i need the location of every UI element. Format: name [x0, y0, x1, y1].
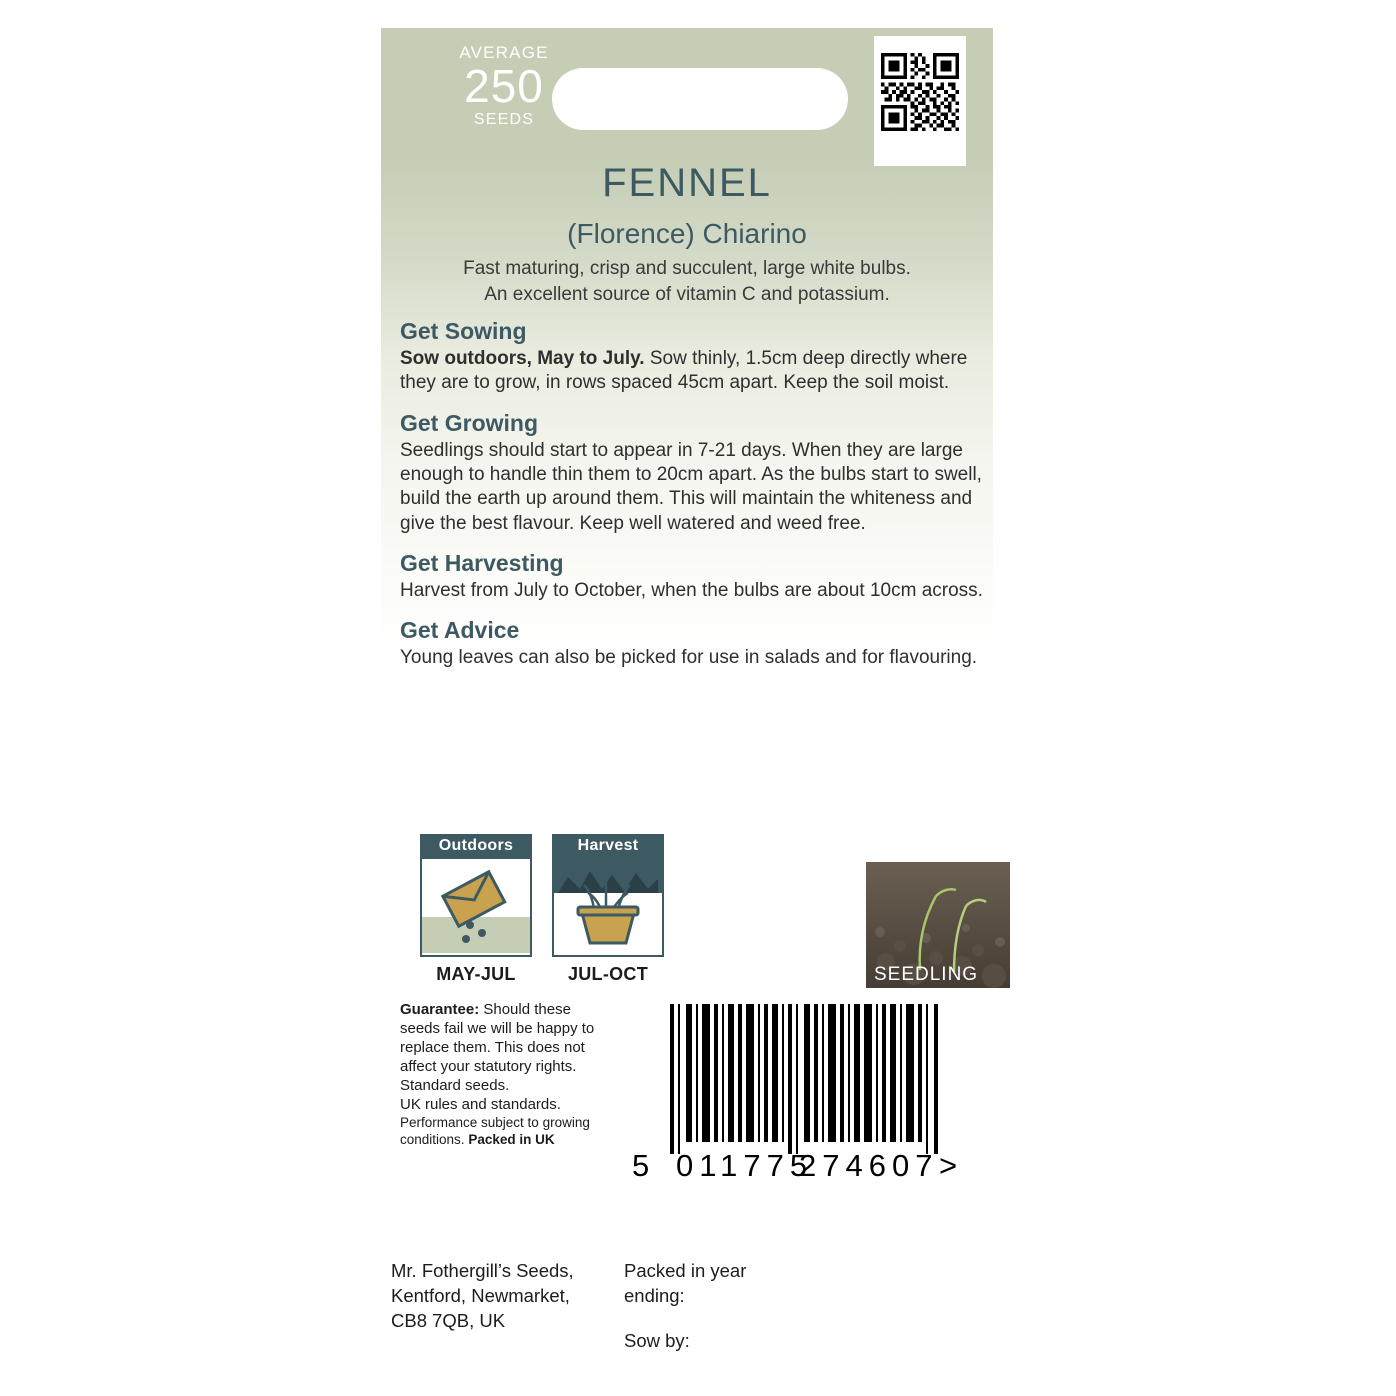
sow-by-label: Sow by:	[624, 1329, 690, 1351]
description-line-2: An excellent source of vitamin C and potassium.	[484, 283, 890, 305]
seedling-caption: SEEDLING	[874, 964, 979, 985]
section-get-sowing	[400, 318, 996, 396]
section-body	[400, 347, 996, 396]
hang-hole	[552, 68, 848, 130]
sowing-caption: Outdoors	[420, 834, 532, 859]
description-line-1: Fast maturing, crisp and succulent, large white bulbs.	[463, 258, 911, 279]
packed-info	[624, 1259, 746, 1354]
average-count: 250	[464, 60, 544, 112]
packed-line-1: Packed in year	[624, 1260, 747, 1281]
company-line-3: CB8 7QB, UK	[391, 1309, 506, 1331]
company-line-1: Mr. Fothergill’s Seeds,	[391, 1260, 574, 1281]
seed-packet	[381, 28, 993, 1223]
section-heading: Get Advice	[400, 617, 520, 644]
section-body: Harvest from July to October, when the bulbs are about 10cm across.	[400, 579, 983, 601]
sowing-hand-icon	[420, 859, 532, 957]
section-heading: Get Sowing	[400, 318, 527, 344]
section-get-advice	[400, 617, 996, 670]
guarantee-label: Guarantee:	[400, 1001, 480, 1018]
page-title: FENNEL	[602, 161, 772, 205]
section-body: Young leaves can also be picked for use in salads and for flavouring.	[400, 647, 978, 669]
harvest-months: JUL-OCT	[567, 964, 649, 984]
sowing-symbol	[420, 834, 532, 985]
harvest-symbol	[552, 834, 664, 985]
guarantee-body: Should these seeds fail we will be happy to replace them. This does not affect your statutory rights.	[400, 1001, 595, 1076]
barcode	[634, 1004, 979, 1204]
barcode-group-2: 274607	[799, 1148, 939, 1183]
section-body: Seedlings should start to appear in 7-21 days. When they are large enough to handle thin them to 20cm apart. As the bulbs start to swell, build the earth up around them. This will maintain the whiteness and give the best flavour. Keep well watered and weed free.	[400, 439, 982, 534]
product-description	[381, 256, 993, 307]
barcode-trailing: >	[939, 1148, 958, 1183]
company-address	[391, 1259, 574, 1334]
section-get-harvesting	[400, 550, 996, 603]
seedling-photo	[866, 862, 1010, 988]
qr-code	[874, 36, 966, 166]
symbol-row	[400, 834, 996, 994]
guarantee-performance-text: Performance subject to growing conditions.	[400, 1115, 590, 1148]
section-get-growing	[400, 410, 996, 536]
sowing-months: MAY-JUL	[436, 964, 516, 984]
guarantee-standard-seeds: Standard seeds.	[400, 1077, 510, 1095]
variety-subtitle: (Florence) Chiarino	[567, 218, 807, 249]
harvest-basket-icon	[552, 859, 664, 957]
guarantee-uk-rules: UK rules and standards.	[400, 1096, 561, 1114]
harvest-caption: Harvest	[552, 834, 664, 859]
packed-line-2: ending:	[624, 1284, 685, 1306]
section-heading: Get Growing	[400, 409, 538, 436]
guarantee-performance	[400, 1114, 615, 1148]
average-label: AVERAGE	[459, 43, 549, 62]
barcode-group-1: 011775	[676, 1148, 814, 1183]
section-heading: Get Harvesting	[400, 549, 564, 576]
guarantee-text	[400, 1000, 615, 1149]
barcode-lead-digit: 5	[632, 1148, 650, 1183]
company-line-2: Kentford, Newmarket,	[391, 1284, 570, 1306]
instructions	[400, 318, 996, 685]
average-unit: SEEDS	[473, 111, 535, 128]
section-lead: Sow outdoors, May to July.	[400, 348, 645, 369]
section-text: Sow thinly, 1.5cm deep directly where they are to grow, in rows spaced 45cm apart. Keep the soil moist.	[400, 348, 968, 394]
packed-in-uk: Packed in UK	[468, 1132, 555, 1148]
